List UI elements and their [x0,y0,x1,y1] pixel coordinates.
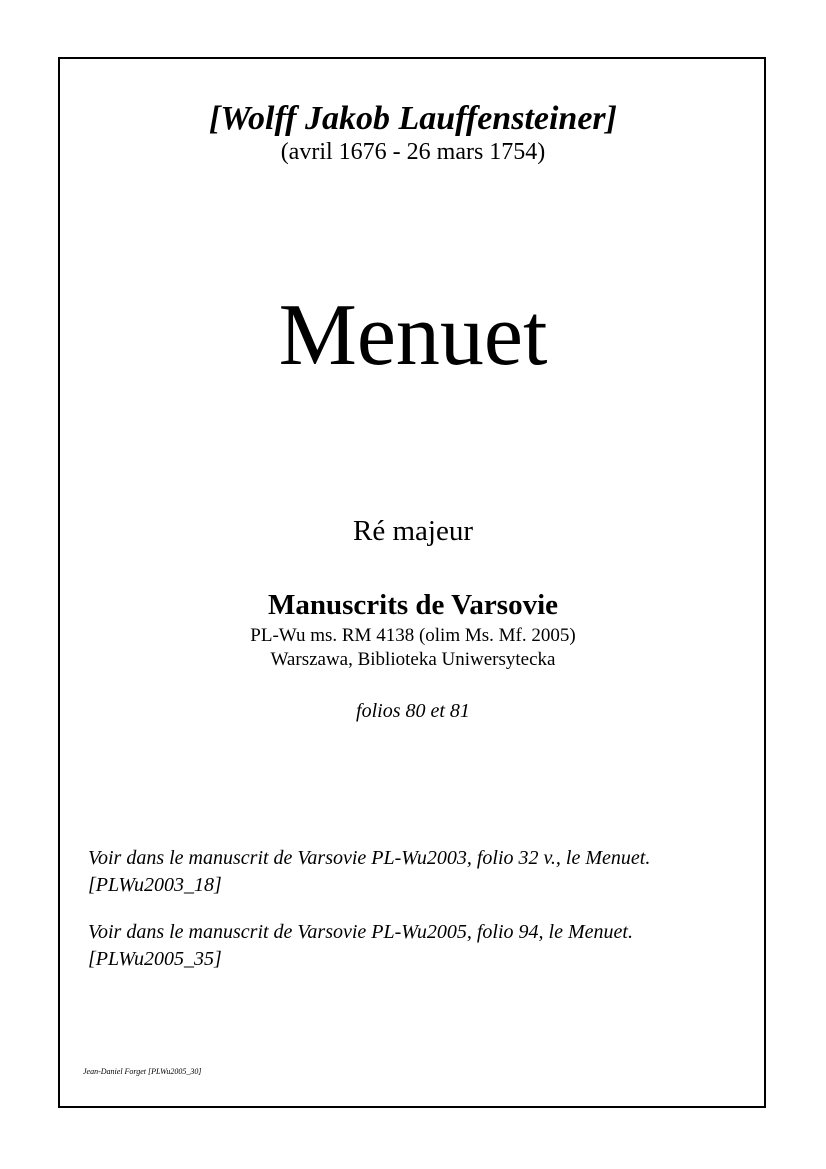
composer-dates: (avril 1676 - 26 mars 1754) [280,139,546,165]
note-reference: [PLWu2003_18] [88,874,222,896]
piece-key: Ré majeur [353,515,473,547]
note-text: Voir dans le manuscrit de Varsovie PL-Wu2005, folio 94, le Menuet. [88,921,633,943]
cross-reference-note [88,845,758,899]
source-folios: folios 80 et 81 [356,700,470,722]
source-library: Warszawa, Biblioteka Uniwersytecka [270,649,556,670]
source-collection: Manuscrits de Varsovie [268,589,558,621]
note-text: Voir dans le manuscrit de Varsovie PL-Wu2003, folio 32 v., le Menuet. [88,847,651,869]
piece-title: Menuet [278,287,548,384]
composer-name: [Wolff Jakob Lauffensteiner] [209,100,617,137]
cross-reference-note [88,919,758,973]
source-shelfmark: PL-Wu ms. RM 4138 (olim Ms. Mf. 2005) [250,625,576,646]
footer-credit: Jean-Daniel Forget [PLWu2005_30] [83,1067,202,1076]
note-reference: [PLWu2005_35] [88,948,222,970]
